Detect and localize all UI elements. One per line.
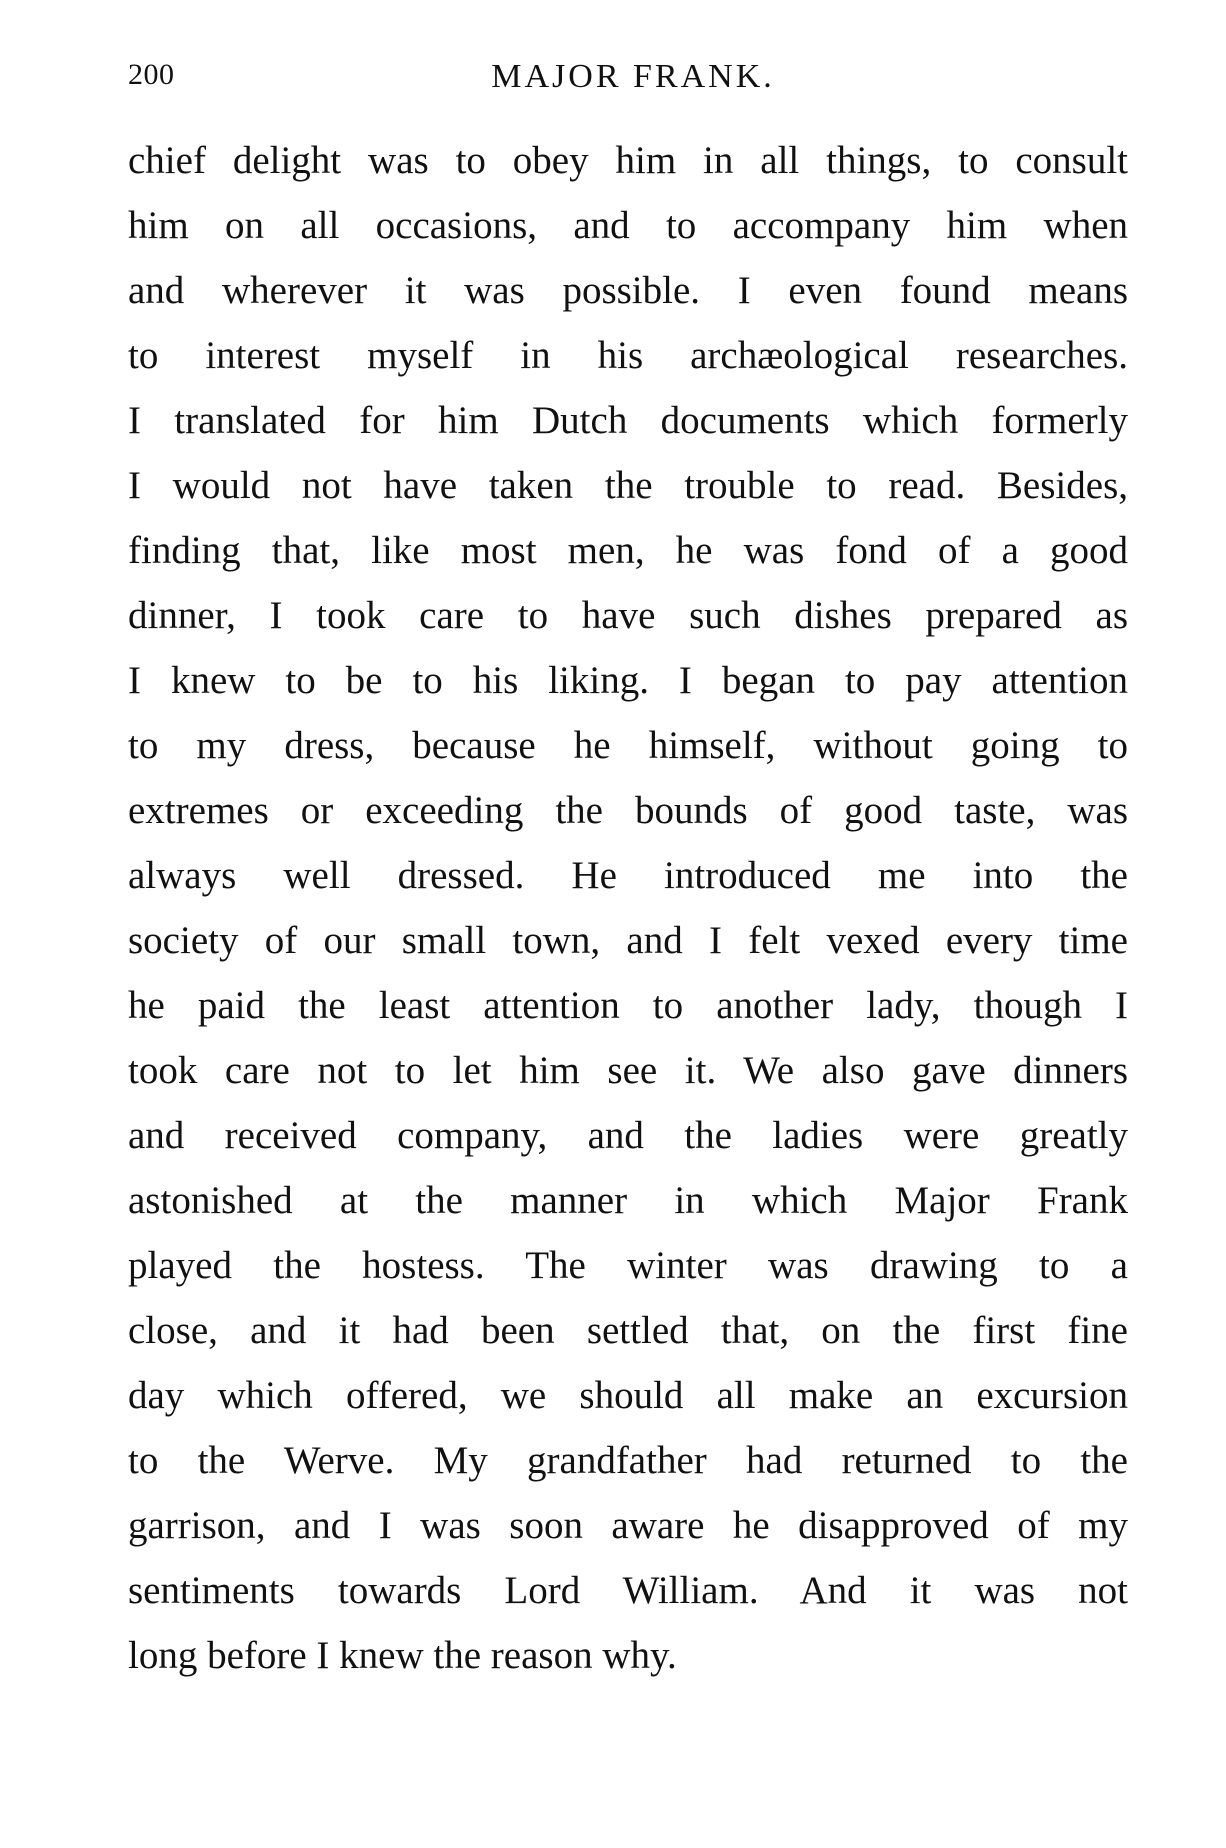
text-line: always well dressed. He introduced me into the xyxy=(128,854,1128,897)
text-line: and received company, and the ladies were greatly xyxy=(128,1114,1128,1157)
text-line: to my dress, because he himself, without going to xyxy=(128,724,1128,767)
text-line: he paid the least attention to another lady, though I xyxy=(128,984,1128,1027)
text-line: close, and it had been settled that, on the first fine xyxy=(128,1309,1128,1352)
text-line: took care not to let him see it. We also gave dinners xyxy=(128,1049,1128,1092)
text-line: I translated for him Dutch documents which formerly xyxy=(128,399,1128,442)
text-line: to interest myself in his archæological researches. xyxy=(128,334,1128,377)
text-line: chief delight was to obey him in all things, to consult xyxy=(128,139,1128,182)
text-line: astonished at the manner in which Major Frank xyxy=(128,1179,1128,1222)
text-line: dinner, I took care to have such dishes prepared as xyxy=(128,594,1128,637)
running-head xyxy=(128,58,1128,108)
text-line: garrison, and I was soon aware he disapproved of my xyxy=(128,1504,1128,1547)
text-line: I would not have taken the trouble to read. Besides, xyxy=(128,464,1128,507)
body-text xyxy=(128,128,1128,1688)
text-line: day which offered, we should all make an excursion xyxy=(128,1374,1128,1417)
text-line: finding that, like most men, he was fond of a good xyxy=(128,529,1128,572)
text-line: I knew to be to his liking. I began to pay attention xyxy=(128,659,1128,702)
text-line: society of our small town, and I felt vexed every time xyxy=(128,919,1128,962)
text-line: played the hostess. The winter was drawing to a xyxy=(128,1244,1128,1287)
text-line: him on all occasions, and to accompany him when xyxy=(128,204,1128,247)
text-line: and wherever it was possible. I even found means xyxy=(128,269,1128,312)
text-line: extremes or exceeding the bounds of good taste, was xyxy=(128,789,1128,832)
text-line: to the Werve. My grandfather had returned to the xyxy=(128,1439,1128,1482)
text-line: long before I knew the reason why. xyxy=(128,1634,677,1677)
page-number: 200 xyxy=(128,58,175,91)
running-title: MAJOR FRANK. xyxy=(491,58,775,95)
text-line: sentiments towards Lord William. And it was not xyxy=(128,1569,1128,1612)
